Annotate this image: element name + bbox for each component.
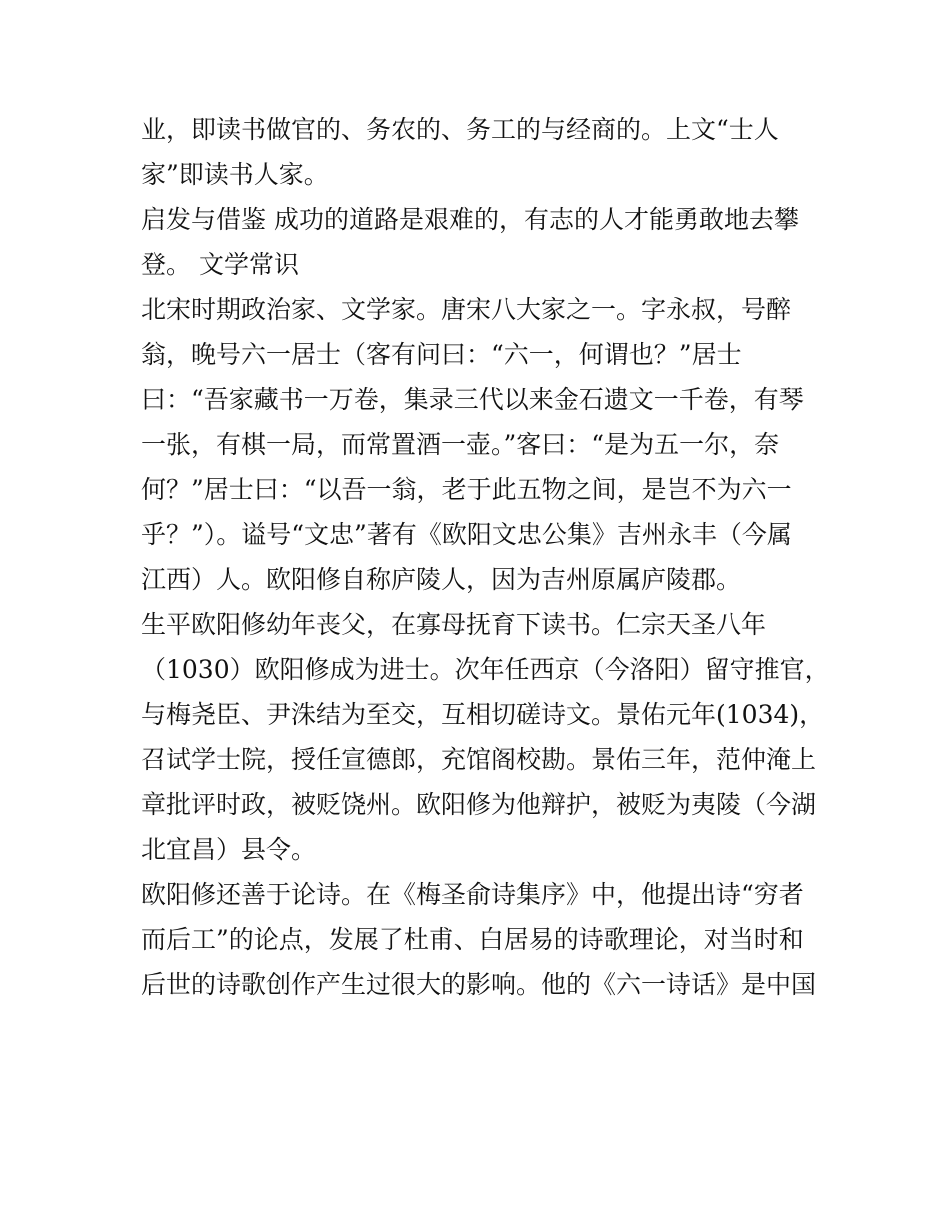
text-line: 启发与借鉴 成功的道路是艰难的，有志的人才能勇敢地去攀: [141, 205, 799, 234]
text-line: 家”即读书人家。: [141, 160, 329, 189]
text-line: 章批评时政，被贬饶州。欧阳修为他辩护，被贬为夷陵（今湖: [141, 790, 817, 819]
text-line: 生平欧阳修幼年丧父，在寡母抚育下读书。仁宗天圣八年: [141, 610, 767, 639]
text-line: 北宜昌）县令。: [141, 835, 317, 864]
text-line: 登。 文学常识: [141, 250, 299, 279]
text-line: 北宋时期政治家、文学家。唐宋八大家之一。字永叔，号醉: [141, 295, 792, 324]
text-line: 何？”居士曰：“以吾一翁，老于此五物之间，是岂不为六一: [141, 475, 792, 504]
text-line: 召试学士院，授任宣德郎，充馆阁校勘。景佑三年，范仲淹上: [141, 745, 817, 774]
text-line: 业，即读书做官的、务农的、务工的与经商的。上文“士人: [141, 115, 779, 144]
body-text: [141, 110, 831, 1010]
text-line: 乎？”）。谥号“文忠”著有《欧阳文忠公集》吉州永丰（今属: [141, 520, 792, 549]
text-line: 欧阳修还善于论诗。在《梅圣俞诗集序》中，他提出诗“穷者: [141, 880, 804, 909]
text-line: 曰：“吾家藏书一万卷，集录三代以来金石遗文一千卷，有琴: [141, 385, 804, 414]
text-line: 后世的诗歌创作产生过很大的影响。他的《六一诗话》是中国: [141, 970, 817, 999]
text-line: 一张，有棋一局，而常置酒一壶。”客曰：“是为五一尔，奈: [141, 430, 780, 459]
text-line: 而后工”的论点，发展了杜甫、白居易的诗歌理论，对当时和: [141, 925, 804, 954]
text-line: （1030）欧阳修成为进士。次年任西京（今洛阳）留守推官，: [141, 655, 830, 684]
text-line: 翁，晚号六一居士（客有问曰：“六一，何谓也？”居士: [141, 340, 742, 369]
text-line: 与梅尧臣、尹洙结为至交，互相切磋诗文。景佑元年(1034)，: [141, 700, 825, 729]
text-line: 江西）人。欧阳修自称庐陵人，因为吉州原属庐陵郡。: [141, 565, 742, 594]
